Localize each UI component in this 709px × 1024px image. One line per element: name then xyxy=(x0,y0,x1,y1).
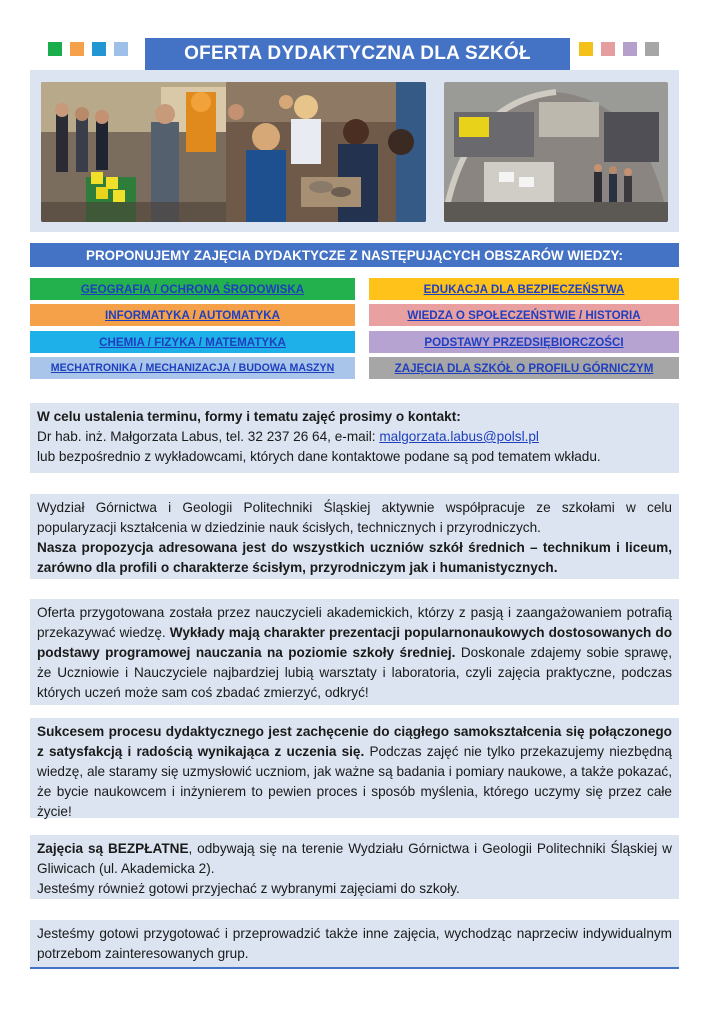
bottom-divider xyxy=(30,967,679,969)
success-paragraph xyxy=(37,722,672,822)
color-square xyxy=(579,42,593,56)
free-box xyxy=(30,835,679,899)
offer-text-2: Doskonale zdajemy sobie sprawę, że Uczniowie i Nauczyciele najbardziej lubią warsztaty i laboratoria, czyli zajęcia praktyczne, podczas których uczeń może sam coś zbadać zmierzyć, odkryć! xyxy=(37,645,672,700)
offer-text-1: Oferta przygotowana została przez nauczycieli akademickich, którzy z pasją i zaangażowaniem potrafią przekazywać wiedzę. xyxy=(37,605,672,640)
area-chemia[interactable]: CHEMIA / FIZYKA / MATEMATYKA xyxy=(30,331,355,353)
area-gorniczy[interactable]: ZAJĘCIA DLA SZKÓŁ O PROFILU GÓRNICZYM xyxy=(369,357,679,379)
color-square xyxy=(645,42,659,56)
area-geografia[interactable]: GEOGRAFIA / OCHRONA ŚRODOWISKA xyxy=(30,278,355,300)
photo-students-rocks xyxy=(226,82,426,222)
color-square xyxy=(48,42,62,56)
success-bold: Sukcesem procesu dydaktycznego jest zachęcenie do ciągłego samokształcenia się połączonego z satysfakcją i radością wynikająca z uczenia się. xyxy=(37,724,672,759)
right-color-squares xyxy=(579,42,659,56)
areas-heading: PROPONUJEMY ZAJĘCIA DYDAKTYCZE Z NASTĘPUJĄCYCH OBSZARÓW WIEDZY: xyxy=(30,243,679,267)
ready-text: Jesteśmy gotowi przygotować i przeprowadzić także inne zajęcia, wychodząc naprzeciw indywidualnym potrzebom zainteresowanych grup. xyxy=(37,926,672,961)
page-title: OFERTA DYDAKTYCZNA DLA SZKÓŁ xyxy=(145,38,570,70)
offer-bold: Wykłady mają charakter prezentacji popularnonaukowych dostosowanych do podstawy programowej nauczania na poziomie szkoły średniej. xyxy=(37,625,672,660)
success-box xyxy=(30,718,679,818)
photo-mining-machine xyxy=(444,82,668,222)
about-box xyxy=(30,494,679,579)
contact-box xyxy=(30,403,679,473)
contact-person-text: Dr hab. inż. Małgorzata Labus, tel. 32 237 26 64, e-mail: xyxy=(37,429,380,444)
free-line2: Jesteśmy również gotowi przyjechać z wybranymi zajęciami do szkoły. xyxy=(37,881,460,896)
color-square xyxy=(623,42,637,56)
left-color-squares xyxy=(48,42,128,56)
email-link[interactable]: malgorzata.labus@polsl.pl xyxy=(379,429,539,444)
offer-paragraph xyxy=(37,603,672,703)
success-text: Podczas zajęć nie tylko przekazujemy niezbędną wiedzę, ale staramy się uzmysłowić uczniom, jak ważne są badania i pomiary naukowe, a także pokazać, że bycie naukowcem i inżynierem to pewien proces i sposób myślenia, którego uczymy się przez całe życie! xyxy=(37,744,672,819)
about-bold: Nasza propozycja adresowana jest do wszystkich uczniów szkół średnich – technikum i liceum, zarówno dla profili o charakterze ścisłym, przyrodniczym jak i humanistycznych. xyxy=(37,540,672,575)
ready-box xyxy=(30,920,679,967)
color-square xyxy=(114,42,128,56)
area-mechatronika[interactable]: MECHATRONIKA / MECHANIZACJA / BUDOWA MASZYN xyxy=(30,357,355,379)
free-bold: Zajęcia są BEZPŁATNE xyxy=(37,841,189,856)
area-przedsiebiorczosc[interactable]: PODSTAWY PRZEDSIĘBIORCZOŚCI xyxy=(369,331,679,353)
offer-box xyxy=(30,599,679,705)
color-square xyxy=(601,42,615,56)
area-edukacja[interactable]: EDUKACJA DLA BEZPIECZEŃSTWA xyxy=(369,278,679,300)
contact-heading: W celu ustalenia terminu, formy i tematu zajęć prosimy o kontakt: xyxy=(37,409,461,424)
free-paragraph xyxy=(37,839,672,879)
area-wos[interactable]: WIEDZA O SPOŁECZEŃSTWIE / HISTORIA xyxy=(369,304,679,326)
color-square xyxy=(70,42,84,56)
contact-note: lub bezpośrednio z wykładowcami, których dane kontaktowe podane są pod tematem wkładu. xyxy=(37,449,601,464)
color-square xyxy=(92,42,106,56)
free-text: , odbywają się na terenie Wydziału Górnictwa i Geologii Politechniki Śląskiej w Gliwicach (ul. Akademicka 2). xyxy=(37,841,672,876)
photo-robot-lab xyxy=(41,82,238,222)
about-text: Wydział Górnictwa i Geologii Politechniki Śląskiej aktywnie współpracuje ze szkołami w celu popularyzacji kształcenia w dziedzinie nauk ścisłych, technicznych i przyrodniczych. xyxy=(37,500,672,535)
photo-strip xyxy=(30,70,679,232)
area-informatyka[interactable]: INFORMATYKA / AUTOMATYKA xyxy=(30,304,355,326)
contact-person xyxy=(37,427,672,447)
